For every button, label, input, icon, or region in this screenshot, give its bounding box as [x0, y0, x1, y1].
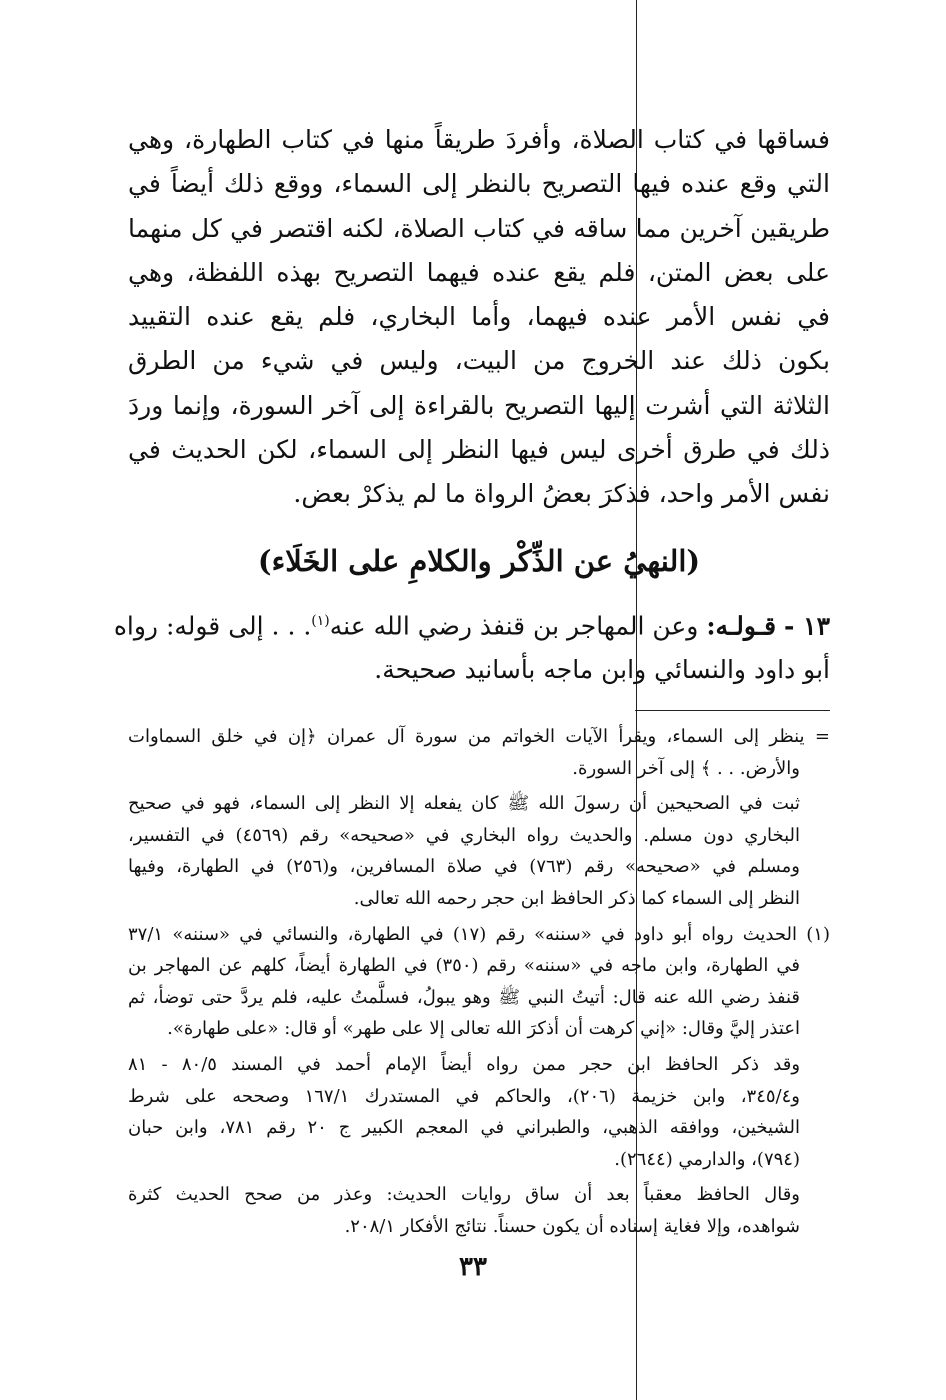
footnote-line: وقد ذكر الحافظ ابن حجر ممن رواه أيضاً الإمام أحمد في المسند ٨٠/٥ - ٨١ [128, 1053, 801, 1075]
footnote-line: ومسلم في «صحيحه» رقم (٧٦٣) في صلاة المسافرين، و(٢٥٦) في الطهارة، وفيها [128, 856, 800, 878]
footnote-line: = ينظر إلى السماء، ويقرأ الآيات الخواتم من سورة آل عمران ﴿إن في خلق السماوات [128, 726, 830, 747]
paragraph-line: التي وقع عنده فيها التصريح بالنظر إلى السماء، ووقع ذلك أيضاً في [128, 169, 830, 199]
footnote-line: البخاري دون مسلم. والحديث رواه البخاري في «صحيحه» رقم (٤٥٦٩) في التفسير، [128, 824, 801, 846]
paragraph-line: على بعض المتن، فلم يقع عنده فيهما التصريح بهذه اللفظة، وهي [128, 257, 830, 287]
entry-qawl: قـولـه: [706, 611, 777, 640]
footnote-paragraph [128, 788, 830, 914]
entry-text-tail: . . . إلى قوله: رواه [113, 611, 312, 640]
footnote-1-continuation [128, 1049, 830, 1175]
footnote-1-conclusion [128, 1179, 830, 1242]
footnote-line: قنفذ رضي الله عنه قال: أتيتُ النبي ﷺ وهو يبولُ، فسلَّمتُ عليه، فلم يردَّ حتى توضأ، ثم [128, 986, 800, 1008]
paragraph-line: بكون ذلك عند الخروج من البيت، وليس في شيء من الطرق [128, 346, 830, 376]
footnote-line: و٣٤٥/٤، وابن خزيمة (٢٠٦)، والحاكم في المستدرك ١٦٧/١ وصححه على شرط [128, 1085, 800, 1107]
entry-number: ١٣ - [784, 611, 830, 640]
paragraph-line: ذلك في طرق أخرى ليس فيها النظر إلى السماء، لكن الحديث في [128, 435, 830, 465]
footnotes [128, 721, 830, 1243]
footnote-line: (٧٩٤)، والدارمي (٢٦٤٤). [614, 1148, 800, 1170]
entry-text: وعن المهاجر بن قنفذ رضي الله عنه [329, 611, 699, 640]
footnote-line: ثبت في الصحيحين أن رسولَ الله ﷺ كان يفعله إلا النظر إلى السماء، فهو في صحيح [128, 793, 800, 815]
footnote-line: وقال الحافظ معقباً بعد أن ساق روايات الحديث: وعذر من صحح الحديث كثرة [128, 1184, 800, 1206]
paragraph-line: الثلاثة التي أشرت إليها التصريح بالقراءة إلى آخر السورة، وإنما وردَ [128, 390, 830, 420]
page-number: ٣٣ [459, 1252, 487, 1282]
footnote-line: شواهده، وإلا فغاية إسناده أن يكون حسناً. نتائج الأفكار ٢٠٨/١. [344, 1215, 800, 1237]
paragraph-line: نفس الأمر واحد، فذكرَ بعضُ الرواة ما لم يذكرْ بعض. [293, 479, 830, 509]
footnote-line: الشيخين، ووافقه الذهبي، والطبراني في المعجم الكبير ج ٢٠ رقم ٧٨١، وابن حبان [128, 1117, 800, 1139]
footnote-separator [635, 710, 830, 711]
footnote-line: (١) الحديث رواه أبو داود في «سننه» رقم (١٧) في الطهارة، والنسائي في «سننه» ٣٧/١ [128, 923, 830, 945]
footnote-1 [128, 919, 830, 1045]
section-heading: (النهيُ عن الذِّكْر والكلامِ على الخَلَاء) [257, 543, 701, 578]
paragraph-line: في نفس الأمر عنده فيهما، وأما البخاري، فلم يقع عنده التقييد [128, 302, 830, 332]
footnote-line: اعتذر إليَّ وقال: «إني كرهت أن أذكرَ الله تعالى إلا على طهر» أو قال: «على طهارة». [167, 1018, 800, 1040]
paragraph-line: طريقين آخرين مما ساقه في كتاب الصلاة، لكنه اقتصر في كل منهما [128, 213, 830, 243]
footnote-line: والأرض. . . ﴾ إلى آخر السورة. [572, 757, 800, 779]
footnote-ref[interactable]: (١) [311, 612, 330, 629]
main-paragraph [128, 118, 830, 517]
entry-line: أبو داود والنسائي وابن ماجه بأسانيد صحيحة. [374, 655, 830, 684]
entry-line [113, 599, 830, 648]
footnote-continuation [128, 721, 830, 784]
hadith-entry [113, 599, 830, 692]
paragraph-line: فساقها في كتاب الصلاة، وأفردَ طريقاً منها في كتاب الطهارة، وهي [128, 125, 830, 154]
footnote-line: في الطهارة، وابن ماجه في «سننه» رقم (٣٥٠) في الطهارة أيضاً، كلهم عن المهاجر بن [128, 955, 800, 977]
footnote-line: النظر إلى السماء كما ذكر الحافظ ابن حجر رحمه الله تعالى. [353, 887, 800, 909]
page-content [113, 118, 830, 1247]
